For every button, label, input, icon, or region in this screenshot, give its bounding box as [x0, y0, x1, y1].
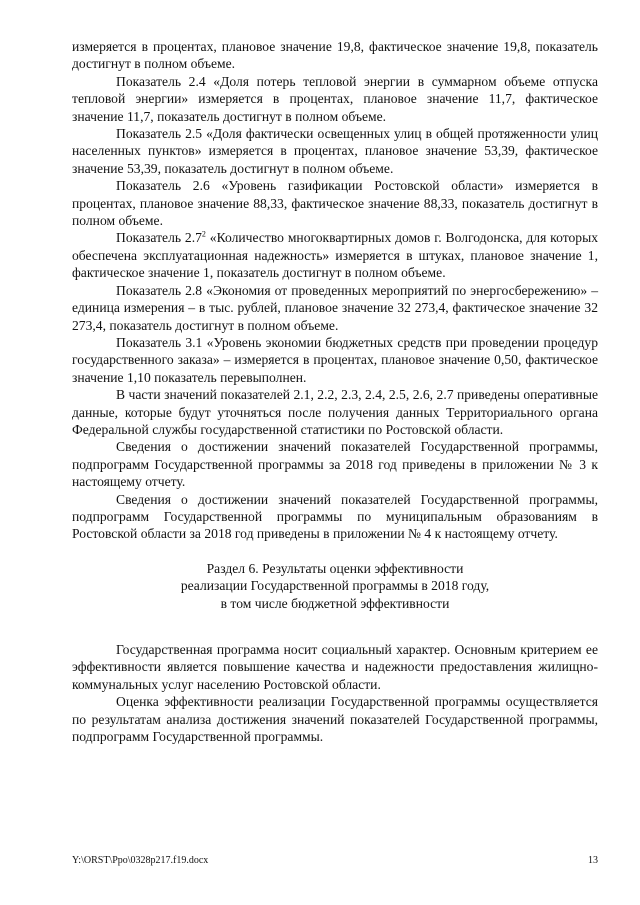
section-heading-line-3: в том числе бюджетной эффективности — [220, 595, 450, 611]
paragraph-indicator-3-1: Показатель 3.1 «Уровень экономии бюджетных средств при проведении процедур государственного заказа» – измеряется в процентах, плановое значение 0,50, фактическое значение 1,10 показатель перевыполнен. — [72, 334, 598, 385]
section-heading — [72, 560, 598, 612]
paragraph-operational-data: В части значений показателей 2.1, 2.2, 2.3, 2.4, 2.5, 2.6, 2.7 приведены оперативные данные, которые будут уточняться после получения данных Территориального органа Федеральной службы государственной статистики по Ростовской области. — [72, 387, 598, 437]
section-heading-line-2: реализации Государственной программы в 2018 году, — [180, 578, 490, 594]
paragraph-indicator-2-4: Показатель 2.4 «Доля потерь тепловой энергии в суммарном объеме отпуска тепловой энергии» измеряется в процентах, плановое значение 11,7, фактическое значение 11,7, показатель достигнут в полном объеме. — [72, 73, 598, 124]
paragraph-appendix-3: Сведения о достижении значений показателей Государственной программы, подпрограмм Государственной программы за 2018 год приведены в приложении № 3 к настоящему отчету. — [72, 439, 598, 490]
paragraph-evaluation: Оценка эффективности реализации Государственной программы осуществляется по результатам анализа достижения значений показателей Государственной программы, подпрограмм Государственной программы. — [72, 694, 598, 745]
document-page — [72, 38, 598, 745]
indicator-2-7-label: Показатель 2.7 — [116, 230, 202, 246]
section-heading-line-1: Раздел 6. Результаты оценки эффективности — [206, 560, 464, 576]
paragraph-indicator-2-7 — [72, 229, 598, 281]
paragraph-appendix-4: Сведения о достижении значений показателей Государственной программы, подпрограмм Государственной программы по муниципальным образованиям в Ростовской области за 2018 год приведены в приложении № 4 к настоящему отчету. — [72, 491, 598, 542]
footnote-marker: 2 — [201, 229, 206, 239]
paragraph-indicator-2-6: Показатель 2.6 «Уровень газификации Ростовской области» измеряется в процентах, плановое значение 88,33, фактическое значение 88,33, показатель достигнут в полном объеме. — [72, 178, 598, 229]
file-path: Y:\ORST\Ppo\0328p217.f19.docx — [72, 855, 209, 866]
paragraph-indicator-2-8: Показатель 2.8 «Экономия от проведенных мероприятий по энергосбережению» – единица измерения – в тыс. рублей, плановое значение 32 273,4, фактическое значение 32 273,4, показатель достигнут в полном объеме. — [72, 282, 598, 333]
paragraph-indicator-2-5: Показатель 2.5 «Доля фактически освещенных улиц в общей протяженности улиц населенных пунктов» измеряется в процентах, плановое значение 53,39, фактическое значение 53,39, показатель достигнут в полном объеме. — [72, 126, 598, 176]
indicator-2-7-text: «Количество многоквартирных домов г. Волгодонска, для которых обеспечена эксплуатационная надежность» измеряется в штуках, плановое значение 1, фактическое значение 1, показатель достигнут в полном объеме. — [72, 230, 598, 281]
page-number: 13 — [588, 855, 598, 866]
paragraph-program-character: Государственная программа носит социальный характер. Основным критерием ее эффективности является повышение качества и надежности предоставления жилищно-коммунальных услуг населению Ростовской области. — [72, 642, 598, 692]
paragraph-continuation: измеряется в процентах, плановое значение 19,8, фактическое значение 19,8, показатель достигнут в полном объеме. — [72, 39, 598, 72]
